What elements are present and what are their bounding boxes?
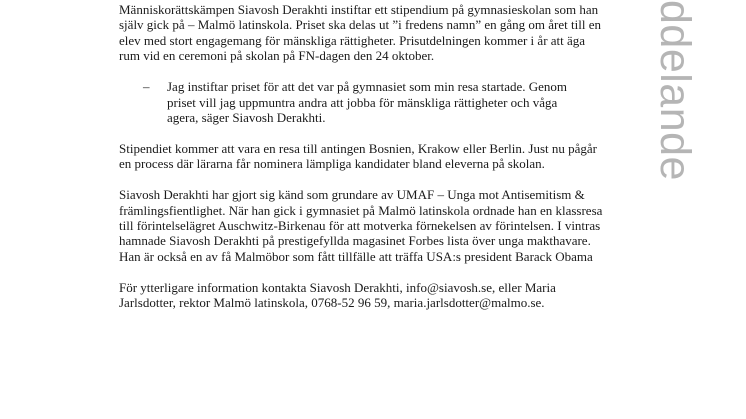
quote-dash: – — [143, 79, 150, 95]
intro-paragraph: Människorättskämpen Siavosh Derakhti instiftar ett stipendium på gymnasieskolan som han själv gick på – Malmö latinskola. Priset ska delas ut ”i fredens namn” en gång om året till en elev med stort engagemang för mänskliga rättigheter. Prisutdelningen kommer i år att äga rum vid en ceremoni på skolan på FN-dagen den 24 oktober. — [119, 2, 601, 64]
background-paragraph: Siavosh Derakhti har gjort sig känd som grundare av UMAF – Unga mot Antisemitism & främlingsfientlighet. När han gick i gymnasiet på Malmö latinskola ordnade han en klassresa till förintelselägret Auschwitz-Birkenau för att motverka förnekelsen av förintelsen. I vintras hamnade Siavosh Derakhti på prestigefyllda magasinet Forbes lista över unga makthavare. Han är också en av få Malmöbor som fått tillfälle att träffa USA:s president Barack Obama — [119, 187, 603, 264]
quote-text: Jag instiftar priset för att det var på gymnasiet som min resa startade. Genom priset vill jag uppmuntra andra att jobba för mänskliga rättigheter och våga agera, säger Siavosh Derakhti. — [167, 79, 567, 125]
stipend-paragraph: Stipendiet kommer att vara en resa till antingen Bosnien, Krakow eller Berlin. Just nu pågår en process där lärarna får nominera lämpliga kandidater bland eleverna på skolan. — [119, 140, 597, 172]
contact-paragraph: För ytterligare information kontakta Siavosh Derakhti, info@siavosh.se, eller Maria Jarlsdotter, rektor Malmö latinskola, 0768-52 96 59, maria.jarlsdotter@malmo.se. — [119, 279, 556, 311]
side-label: ddelande — [651, 0, 699, 181]
quote-paragraph — [143, 79, 585, 125]
body-text — [119, 2, 605, 326]
